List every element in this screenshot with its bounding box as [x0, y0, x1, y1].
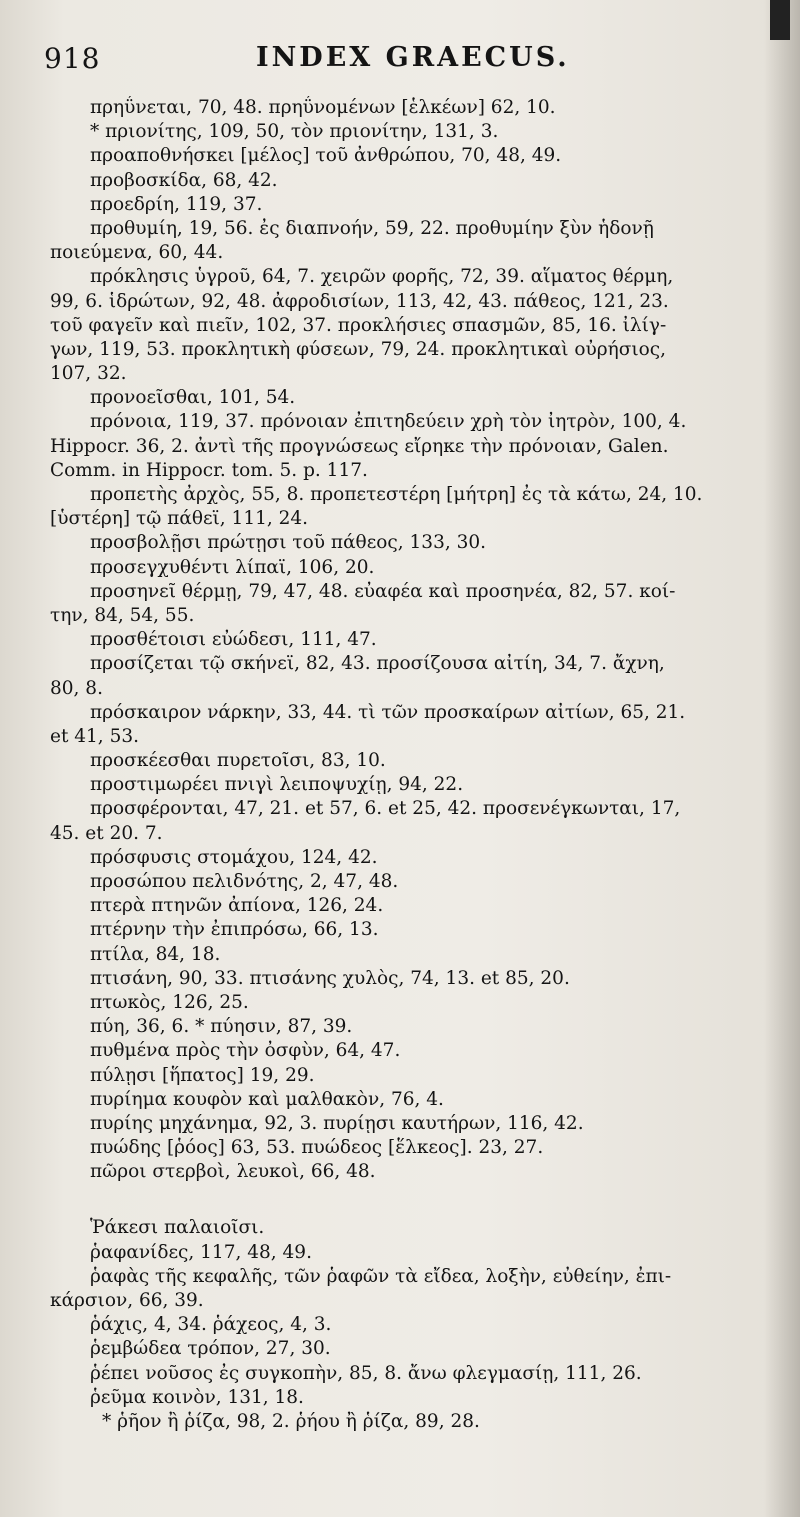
index-line: πυρίης μηχάνημα, 92, 3. πυρίῃσι καυτήρων, 116, 42. [90, 1112, 584, 1134]
index-line: πτίλα, 84, 18. [90, 943, 221, 965]
index-entries [50, 96, 768, 1434]
index-line: πῶροι στερβοὶ, λευκοὶ, 66, 48. [90, 1161, 376, 1183]
index-line: πρόκλησις ὑγροῦ, 64, 7. χειρῶν φορῆς, 72, 39. αἵματος θέρμη, [90, 266, 674, 288]
index-line: ποιεύμενα, 60, 44. [50, 242, 224, 264]
index-line: πτερὰ πτηνῶν ἀπίονα, 126, 24. [90, 895, 384, 917]
index-line: προσβολῇσι πρώτῃσι τοῦ πάθεος, 133, 30. [90, 532, 487, 554]
index-line: 45. et 20. 7. [50, 822, 163, 844]
page-header [44, 42, 764, 82]
index-line: πτωκὸς, 126, 25. [90, 991, 249, 1013]
page-edge-shadow [764, 0, 800, 1517]
index-line: προαποθνήσκει [μέλος] τοῦ ἀνθρώπου, 70, 48, 49. [90, 145, 562, 167]
index-line: την, 84, 54, 55. [50, 604, 195, 626]
index-line: προεδρίη, 119, 37. [90, 193, 263, 215]
index-line: προπετὴς ἀρχὸς, 55, 8. προπετεστέρη [μήτρη] ἐς τὰ κάτω, 24, 10. [90, 484, 703, 505]
index-line: Comm. in Hippocr. tom. 5. p. 117. [50, 459, 368, 481]
index-line: πτισάνη, 90, 33. πτισάνης χυλὸς, 74, 13. et 85, 20. [90, 967, 570, 989]
index-line: * ῥῆον ἢ ῥίζα, 98, 2. ῥήου ἢ ῥίζα, 89, 28. [102, 1410, 480, 1432]
page-number: 918 [44, 42, 101, 75]
index-line: προσηνεῖ θέρμῃ, 79, 47, 48. εὐαφέα καὶ προσηνέα, 82, 57. κοί- [90, 580, 676, 602]
index-line: κάρσιον, 66, 39. [50, 1290, 204, 1311]
index-line: 80, 8. [50, 677, 103, 699]
index-line: ῥαφὰς τῆς κεφαλῆς, τῶν ῥαφῶν τὰ εἴδεα, λοξὴν, εὐθείην, ἐπι- [90, 1265, 672, 1287]
index-line: προστιμωρέει πνιγὶ λειποψυχίῃ, 94, 22. [90, 774, 464, 796]
index-line: προσώπου πελιδνότης, 2, 47, 48. [90, 871, 399, 892]
index-line: Hippocr. 36, 2. ἀντὶ τῆς προγνώσεως εἴρηκε τὴν πρόνοιαν, Galen. [50, 435, 669, 457]
index-line: πρόνοια, 119, 37. πρόνοιαν ἐπιτηδεύειν χρὴ τὸν ἰητρὸν, 100, 4. [90, 411, 687, 433]
index-line: 99, 6. ἱδρώτων, 92, 48. ἀφροδισίων, 113, 42, 43. πάθεος, 121, 23. [50, 290, 669, 312]
index-line: τοῦ φαγεῖν καὶ πιεῖν, 102, 37. προκλήσιες σπασμῶν, 85, 16. ἰλίγ- [50, 314, 667, 336]
index-line: ῥεμβώδεα τρόπον, 27, 30. [90, 1338, 331, 1360]
index-line: προσεγχυθέντι λίπαϊ, 106, 20. [90, 556, 375, 578]
page-title: INDEX GRAECUS. [256, 42, 570, 73]
index-line: προθυμίη, 19, 56. ἐς διαπνοήν, 59, 22. προθυμίην ξὺν ἡδονῇ [90, 217, 654, 239]
index-line: προσκέεσθαι πυρετοῖσι, 83, 10. [90, 750, 386, 772]
index-line: πύλῃσι [ἥπατος] 19, 29. [90, 1064, 315, 1086]
index-line: [ὑστέρη] τῷ πάθεϊ, 111, 24. [50, 508, 309, 530]
index-line: πύη, 36, 6. * πύησιν, 87, 39. [90, 1016, 353, 1038]
index-line: προβοσκίδα, 68, 42. [90, 169, 278, 191]
index-line: προσφέρονται, 47, 21. et 57, 6. et 25, 42. προσενέγκωνται, 17, [90, 798, 681, 820]
index-line: et 41, 53. [50, 725, 139, 747]
index-line: προσίζεται τῷ σκήνεϊ, 82, 43. προσίζουσα αἰτίη, 34, 7. ἄχνη, [90, 653, 665, 675]
index-line: πυθμένα πρὸς τὴν ὀσφὺν, 64, 47. [90, 1040, 401, 1062]
index-line: πρηΰνεται, 70, 48. πρηΰνομένων [ἑλκέων] 62, 10. [90, 97, 556, 118]
index-line: πυώδης [ῥόος] 63, 53. πυώδεος [ἕλκεος]. 23, 27. [90, 1137, 544, 1159]
index-line: ῥαφανίδες, 117, 48, 49. [90, 1241, 312, 1263]
binding-mark [770, 0, 790, 40]
index-line: * πριονίτης, 109, 50, τὸν πριονίτην, 131, 3. [90, 121, 499, 143]
index-line: ῥάχις, 4, 34. ῥάχεος, 4, 3. [90, 1314, 332, 1336]
index-line: ῥεῦμα κοινὸν, 131, 18. [90, 1386, 304, 1408]
index-line: προσθέτοισι εὐώδεσι, 111, 47. [90, 629, 377, 651]
index-line: πρόσφυσις στομάχου, 124, 42. [90, 846, 378, 868]
section-gap [50, 1184, 768, 1216]
index-line: Ῥάκεσι παλαιοῖσι. [90, 1217, 265, 1239]
index-line: 107, 32. [50, 363, 127, 385]
index-line: πυρίημα κουφὸν καὶ μαλθακὸν, 76, 4. [90, 1088, 444, 1110]
index-line: προνοεῖσθαι, 101, 54. [90, 387, 296, 409]
index-line: γων, 119, 53. προκλητικὴ φύσεων, 79, 24. προκλητικαὶ οὐρήσιος, [50, 338, 667, 360]
index-line: πρόσκαιρον νάρκην, 33, 44. τὶ τῶν προσκαίρων αἰτίων, 65, 21. [90, 701, 686, 723]
index-line: πτέρνην τὴν ἐπιπρόσω, 66, 13. [90, 919, 379, 941]
index-line: ῥέπει νοῦσος ἐς συγκοπὴν, 85, 8. ἄνω φλεγμασίῃ, 111, 26. [90, 1362, 642, 1384]
